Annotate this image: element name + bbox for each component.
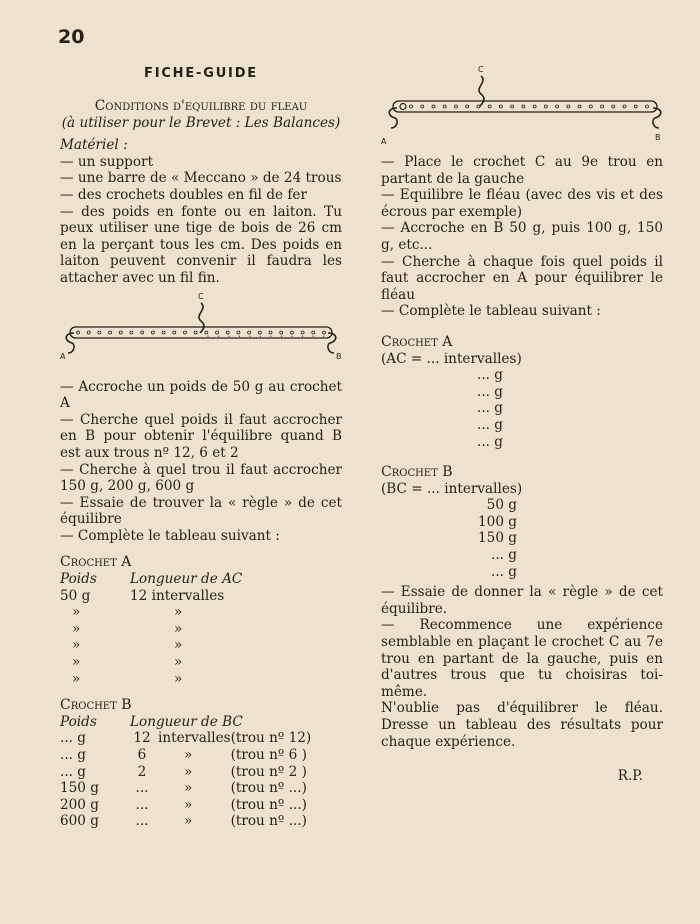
beam-hole — [589, 105, 592, 108]
beam-hole — [301, 331, 304, 334]
beam-hole — [601, 105, 604, 108]
table-row: 200 g ... » (trou nº ...) — [60, 796, 307, 813]
beam-hole — [323, 331, 326, 334]
list-item: ... g — [477, 383, 503, 400]
beam-hole — [466, 105, 469, 108]
list-item: ... g — [477, 416, 503, 433]
ac-interval: (AC = ... intervalles) — [381, 350, 522, 367]
crochet-a-heading: Crochet A — [381, 333, 453, 350]
label-b: B — [655, 133, 661, 142]
beam-hole — [258, 331, 261, 334]
right-column — [381, 62, 663, 785]
crochet-a-values — [381, 367, 663, 450]
materiel-item: — des poids en fonte ou en laiton. Tu peux utiliser une tige de bois de 26 cm en la perçant tous les cm. Des poids en laiton peuvent convenir il faudra les attacher avec un fil fin. — [60, 203, 342, 286]
table-row: 150 g ... » (trou nº ...) — [60, 780, 307, 797]
hook-c-icon — [199, 303, 204, 333]
article-subtitle: (à utiliser pour le Brevet : Les Balances) — [61, 114, 341, 131]
beam-hole — [499, 105, 502, 108]
beam-graduations — [208, 335, 324, 337]
list-item: ... g — [491, 563, 517, 580]
table-row: ... g 6 » (trou nº 6 ) — [60, 747, 307, 763]
list-item: ... g — [477, 367, 503, 384]
col-poids: Poids — [60, 571, 97, 588]
hook-a-icon — [66, 333, 74, 353]
beam-hole — [248, 331, 251, 334]
crochet-b-values — [381, 497, 517, 580]
table-row: » » — [72, 654, 183, 671]
instruction: — Cherche quel poids il faut accrocher en B pour obtenir l'équilibre quand B est aux trous nº 12, 6 et 2 — [60, 411, 342, 461]
fiche-guide-header: FICHE-GUIDE — [144, 66, 258, 81]
label-c: C — [478, 65, 484, 74]
crochet-a-heading: Crochet A — [60, 554, 132, 571]
beam-hole — [290, 331, 293, 334]
materiel-item: — une barre de « Meccano » de 24 trous — [60, 170, 342, 187]
beam-hole — [556, 105, 559, 108]
materiel-item: — un support — [60, 153, 154, 170]
materiel-item: — des crochets doubles en fil de fer — [60, 186, 307, 203]
list-item: ... g — [477, 433, 503, 450]
instruction: — Accroche un poids de 50 g au crochet A — [60, 378, 342, 412]
beam-hole — [87, 331, 90, 334]
beam-hole — [544, 105, 547, 108]
table-row: ... g 2 » (trou nº 2 ) — [60, 763, 307, 780]
beam-hole — [623, 105, 626, 108]
beam-hole — [269, 331, 272, 334]
beam-hole — [443, 105, 446, 108]
beam-holes — [410, 105, 649, 108]
signature: R.P. — [617, 768, 643, 785]
instruction: — Complète le tableau suivant : — [60, 527, 280, 544]
beam-hole — [151, 331, 154, 334]
label-a: A — [60, 351, 66, 361]
crochet-b-heading: Crochet B — [381, 464, 453, 481]
beam-hole — [488, 105, 491, 108]
beam-hole — [312, 331, 315, 334]
page-number: 20 — [58, 26, 85, 48]
list-item: 100 g — [478, 513, 517, 530]
label-a: A — [381, 137, 387, 146]
instruction: — Place le crochet C au 9e trou en partant de la gauche — [381, 154, 663, 187]
beam-hole — [522, 105, 525, 108]
article-title: Conditions d'equilibre du fleau — [94, 98, 308, 114]
beam-hole — [477, 105, 480, 108]
beam-hole — [98, 331, 101, 334]
instruction: — Equilibre le fléau (avec des vis et des écrous par exemple) — [381, 187, 663, 220]
beam-diagram-right — [381, 62, 663, 150]
beam-hole — [612, 105, 615, 108]
list-item: ... g — [491, 547, 517, 564]
instruction: — Cherche à chaque fois quel poids il faut accrocher en A pour équilibrer le fléau — [381, 253, 663, 303]
table-row: » » — [72, 637, 183, 654]
table-row: 50 g 12 intervalles — [60, 587, 225, 604]
beam-hole — [109, 331, 112, 334]
beam-hole — [141, 331, 144, 334]
beam-hole — [454, 105, 457, 108]
beam-hole — [646, 105, 649, 108]
beam-hole — [421, 105, 424, 108]
col-poids: Poids — [60, 713, 97, 730]
weight-icon — [400, 104, 406, 110]
closing-paragraph: — Recommence une expérience semblable en plaçant le crochet C au 7e trou en partant de la gauche, puis en d'autres trous que tu choisiras toi-même. — [381, 617, 663, 700]
label-b: B — [336, 351, 342, 361]
beam-hole — [216, 331, 219, 334]
label-c: C — [198, 291, 204, 301]
beam-hole — [567, 105, 570, 108]
beam-hole — [533, 105, 536, 108]
beam-hole — [237, 331, 240, 334]
col-longueur: Longueur de AC — [130, 571, 243, 588]
table-row: 600 g ... » (trou nº ...) — [60, 813, 307, 830]
hook-b-icon — [328, 333, 336, 353]
closing-paragraph: — Essaie de donner la « règle » de cet équilibre. — [381, 584, 663, 617]
table-row: » » — [72, 670, 183, 687]
beam-hole — [226, 331, 229, 334]
beam-hole — [578, 105, 581, 108]
beam-hole — [410, 105, 413, 108]
list-item: 50 g — [486, 497, 517, 514]
instruction: — Essaie de trouver la « règle » de cet équilibre — [60, 494, 342, 528]
beam-hole — [77, 331, 80, 334]
beam-diagram-left — [60, 287, 342, 379]
beam-hole — [634, 105, 637, 108]
table-row: ... g 12 intervalles (trou nº 12) — [60, 730, 312, 747]
col-longueur: Longueur de BC — [130, 713, 243, 730]
crochet-b-table — [60, 714, 311, 830]
list-item: 150 g — [478, 530, 517, 547]
instruction: — Complète le tableau suivant : — [381, 303, 601, 320]
beam-hole — [183, 331, 186, 334]
table-row: » » — [72, 604, 183, 621]
left-column — [60, 62, 342, 830]
instruction: — Accroche en B 50 g, puis 100 g, 150 g, etc... — [381, 220, 663, 253]
materiel-heading: Matériel : — [60, 137, 128, 154]
beam-hole — [280, 331, 283, 334]
beam-hole — [173, 331, 176, 334]
list-item: ... g — [477, 400, 503, 417]
crochet-b-heading: Crochet B — [60, 697, 132, 714]
beam-hole — [194, 331, 197, 334]
closing-paragraph: N'oublie pas d'équilibrer le fléau. Dresse un tableau des résultats pour chaque expérience. — [381, 700, 663, 750]
beam-hole — [130, 331, 133, 334]
crochet-a-table — [60, 571, 242, 687]
bc-interval: (BC = ... intervalles) — [381, 480, 523, 497]
beam-hole — [511, 105, 514, 108]
beam-hole — [432, 105, 435, 108]
beam-hole — [119, 331, 122, 334]
table-row: » » — [72, 620, 183, 637]
beam-hole — [162, 331, 165, 334]
instruction: — Cherche à quel trou il faut accrocher 150 g, 200 g, 600 g — [60, 461, 342, 495]
beam-hole — [205, 331, 208, 334]
